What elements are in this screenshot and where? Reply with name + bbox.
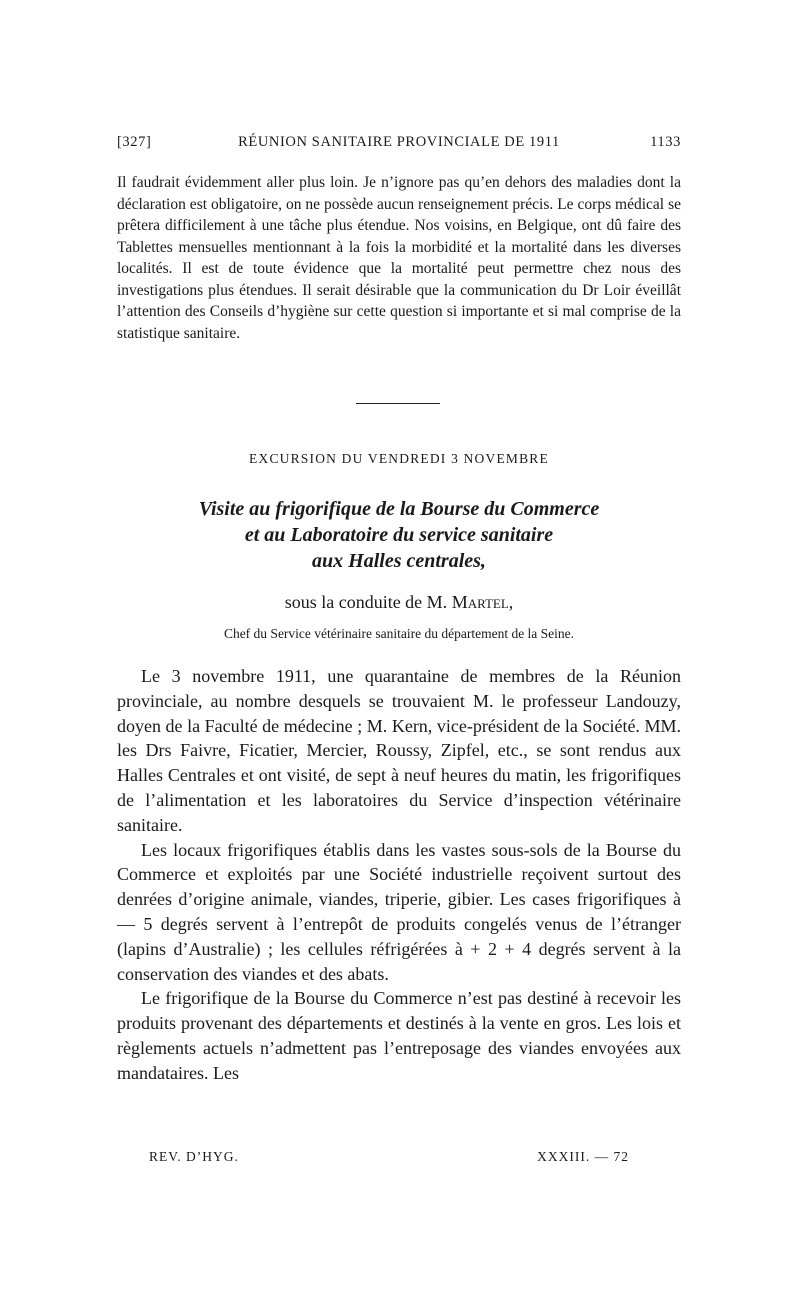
page-reference: [327] [117, 134, 152, 150]
footer-volume: XXXIII. — 72 [537, 1149, 629, 1164]
article-title [117, 496, 681, 574]
byline-prefix: sous la conduite de M. [284, 592, 448, 612]
title-line-1: Visite au frigorifique de la Bourse du Commerce [198, 498, 600, 520]
running-title: RÉUNION SANITAIRE PROVINCIALE DE 1911 [238, 134, 560, 150]
running-header [117, 134, 681, 154]
intro-paragraph-block [117, 172, 681, 344]
body-paragraph-2: Les locaux frigorifiques établis dans les vastes sous-sols de la Bourse du Commerce et exploités par une Société industrielle reçoivent surtout des denrées d’origine animale, viandes, triperie, gibier. Les cases frigorifiques à — 5 degrés servent à l’entrepôt de produits congelés venus de l’étranger (lapins d’Australie) ; les cellules réfrigérées à + 2 + 4 degrés servent à la conservation des viandes et des abats. [117, 839, 681, 984]
section-heading: EXCURSION DU VENDREDI 3 NOVEMBRE [249, 451, 549, 466]
title-line-3: aux Halles centrales, [312, 550, 486, 572]
byline-subtitle: Chef du Service vétérinaire sanitaire du département de la Seine. [223, 626, 575, 641]
footer-journal: REV. D’HYG. [149, 1149, 239, 1164]
body-text [117, 664, 681, 1086]
body-paragraph-1: Le 3 novembre 1911, une quarantaine de membres de la Réunion provinciale, au nombre desquels se trouvaient M. le professeur Landouzy, doyen de la Faculté de médecine ; M. Kern, vice-président de la Société. MM. les Drs Faivre, Ficatier, Mercier, Roussy, Zipfel, etc., se sont rendus aux Halles Centrales et ont visité, de sept à neuf heures du matin, les frigorifiques de l’alimentation et les laboratoires du Service d’inspection vétérinaire sanitaire. [117, 666, 681, 835]
body-paragraph-3: Le frigorifique de la Bourse du Commerce n’est pas destiné à recevoir les produits provenant des départements et destinés à la vente en gros. Les lois et règlements actuels n’admettent pas l’entreposage des viandes envoyées aux mandataires. Les [117, 988, 681, 1083]
title-line-2: et au Laboratoire du service sanitaire [244, 524, 554, 546]
page-number: 1133 [650, 134, 681, 150]
intro-paragraph: Il faudrait évidemment aller plus loin. Je n’ignore pas qu’en dehors des maladies dont la déclaration est obligatoire, on ne possède aucun renseignement précis. Le corps médical se prêtera difficilement à une tâche plus étendue. Nos voisins, en Belgique, ont dû faire des Tablettes mensuelles mentionnant à la fois la morbidité et la mortalité dans les diverses localités. Il est de toute évidence que la mortalité peut permettre chez nous des investigations plus étendues. Il serait désirable que la communication du Dr Loir éveillât l’attention des Conseils d’hygiène sur cette question si importante et si mal comprise de la statistique sanitaire. [117, 174, 681, 342]
byline-name: Martel, [451, 592, 514, 612]
byline [117, 592, 681, 613]
page-footer [149, 1149, 629, 1169]
section-divider [356, 403, 440, 404]
